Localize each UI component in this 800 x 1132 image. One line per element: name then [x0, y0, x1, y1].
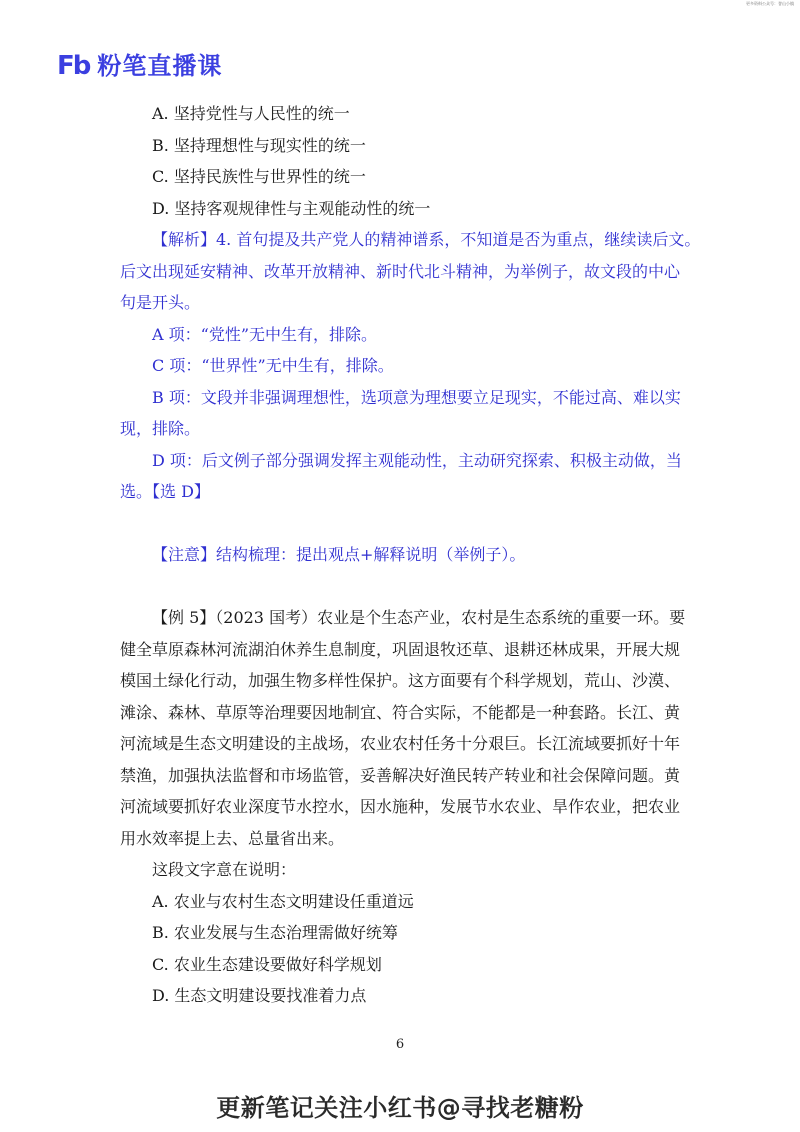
ex5-option-b: B. 农业发展与生态治理需做好统筹 — [152, 923, 398, 942]
example-line: 禁渔，加强执法监督和市场监管，妥善解决好渔民转产转业和社会保障问题。黄 — [120, 765, 681, 785]
example-line: 健全草原森林河流湖泊休养生息制度，巩固退牧还草、退耕还林成果，开展大规 — [120, 639, 681, 659]
page-number: 6 — [395, 1037, 405, 1052]
page-content — [120, 98, 701, 1012]
spacer — [120, 508, 680, 540]
analysis-item-d: D 项：后文例子部分强调发挥主观能动性，主动研究探索、积极主动做，当 — [152, 450, 682, 470]
example-5 — [120, 602, 686, 1012]
option-b: B. 坚持理想性与现实性的统一 — [152, 135, 366, 155]
note-line: 【注意】结构梳理：提出观点+解释说明（举例子）。 — [152, 545, 526, 564]
ex5-option-c: C. 农业生态建设要做好科学规划 — [152, 954, 382, 974]
brand-logo — [57, 53, 222, 79]
option-a: A. 坚持党性与人民性的统一 — [152, 104, 350, 123]
analysis-line: 【解析】4. 首句提及共产党人的精神谱系，不知道是否为重点，继续读后文。 — [152, 230, 701, 249]
analysis-line: 后文出现延安精神、改革开放精神、新时代北斗精神，为举例子，故文段的中心 — [120, 261, 681, 281]
example-line: 模国土绿化行动，加强生物多样性保护。这方面要有个科学规划，荒山、沙漠、 — [120, 671, 681, 690]
question-prompt: 这段文字意在说明： — [152, 860, 297, 879]
example-line: 河流域是生态文明建设的主战场，农业农村任务十分艰巨。长江流域要抓好十年 — [120, 734, 681, 753]
example-line: 用水效率提上去、总量省出来。 — [120, 828, 345, 848]
analysis-item-a: A 项：“党性”无中生有，排除。 — [152, 324, 378, 344]
analysis-item-b: B 项：文段并非强调理想性，选项意为理想要立足现实，不能过高、难以实 — [152, 387, 681, 407]
top-note: 更多资料公众号：誉山小镇 — [746, 1, 794, 6]
example-line: 河流域要抓好农业深度节水控水，因水施种，发展节水农业、旱作农业，把农业 — [120, 797, 681, 816]
spacer — [120, 571, 680, 603]
analysis-block — [120, 224, 701, 508]
analysis-line: 句是开头。 — [120, 293, 201, 312]
analysis-item-c: C 项：“世界性”无中生有，排除。 — [152, 356, 394, 375]
analysis-item-d-cont: 选。【选 D】 — [120, 482, 210, 501]
option-d: D. 坚持客观规律性与主观能动性的统一 — [152, 198, 431, 218]
option-c: C. 坚持民族性与世界性的统一 — [152, 167, 366, 186]
ex5-option-d: D. 生态文明建设要找准着力点 — [152, 986, 367, 1005]
example-line: 滩涂、森林、草原等治理要因地制宜、符合实际，不能都是一种套路。长江、黄 — [120, 702, 681, 722]
example-line: 【例 5】（2023 国考）农业是个生态产业，农村是生态系统的重要一环。要 — [152, 608, 686, 627]
footer-watermark: 更新笔记关注小红书@寻找老糖粉 — [216, 1094, 584, 1122]
analysis-item-b-cont: 现，排除。 — [120, 419, 201, 438]
brand-name: 粉笔直播课 — [97, 52, 223, 80]
brand-mark: Fb — [57, 51, 90, 81]
ex5-option-a: A. 农业与农村生态文明建设任重道远 — [152, 891, 414, 911]
